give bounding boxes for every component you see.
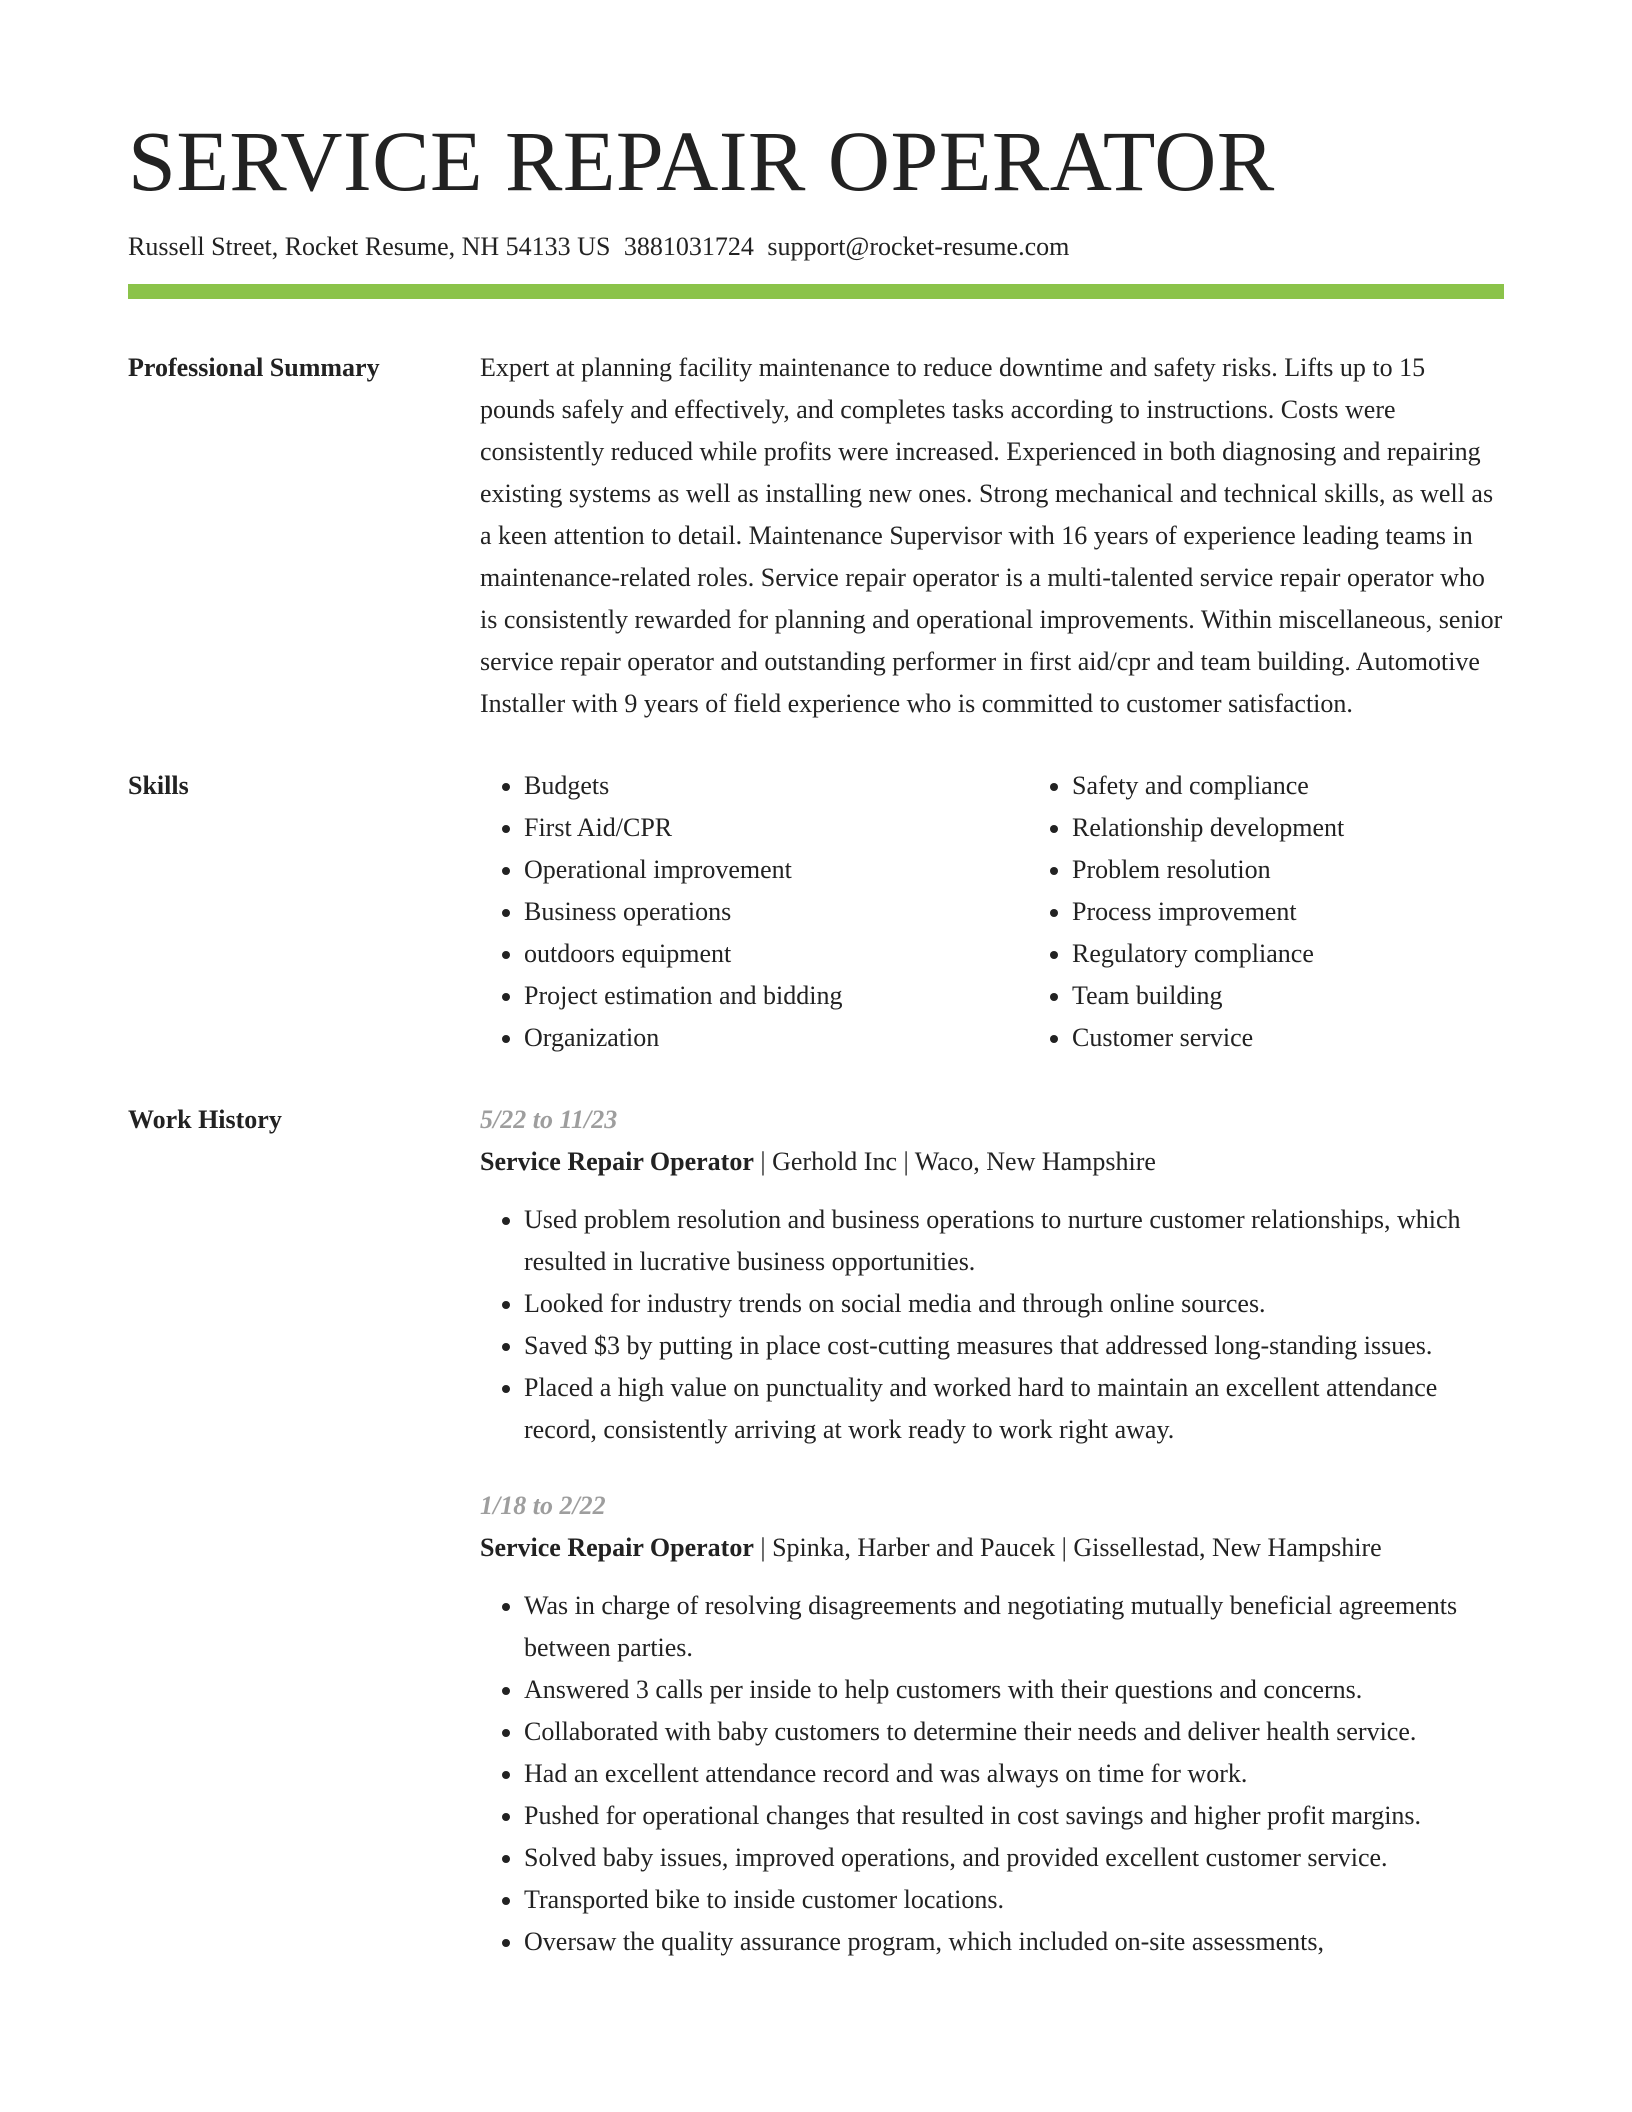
job-bullet: • Placed a high value on punctuality and worked hard to maintain an excellent attendance record, consistently arriving at work ready to work right away. — [524, 1367, 1504, 1451]
section-label-summary: Professional Summary — [128, 352, 380, 382]
job-heading — [480, 1527, 1504, 1569]
phone: 3881031724 — [623, 232, 754, 261]
skill-item: • Process improvement — [1072, 891, 1542, 933]
job-entry — [480, 1099, 1504, 1451]
job-bullets — [480, 1585, 1504, 1963]
skill-item: • Operational improvement — [524, 849, 1028, 891]
job-bullet: • Pushed for operational changes that resulted in cost savings and higher profit margins. — [524, 1795, 1504, 1837]
skills-columns — [480, 765, 1542, 1059]
job-bullets — [480, 1199, 1504, 1451]
job-title: Service Repair Operator — [480, 1532, 754, 1562]
job-bullet: • Had an excellent attendance record and was always on time for work. — [524, 1753, 1504, 1795]
skill-item: • Project estimation and bidding — [524, 975, 1028, 1017]
jobs-list — [480, 1099, 1504, 1997]
skill-item: • Relationship development — [1072, 807, 1542, 849]
skill-item: • Team building — [1072, 975, 1542, 1017]
job-bullet: • Saved $3 by putting in place cost-cutting measures that addressed long-standing issues. — [524, 1325, 1504, 1367]
skill-item: • First Aid/CPR — [524, 807, 1028, 849]
professional-summary-section — [128, 347, 1504, 725]
job-entry — [480, 1485, 1504, 1963]
job-dates: 5/22 to 11/23 — [480, 1104, 618, 1134]
skills-column-left — [480, 765, 1028, 1059]
job-bullet: • Used problem resolution and business operations to nurture customer relationships, which resulted in lucrative business opportunities. — [524, 1199, 1504, 1283]
job-bullet: • Solved baby issues, improved operations, and provided excellent customer service. — [524, 1837, 1504, 1879]
contact-line — [128, 230, 1504, 264]
skill-item: • Customer service — [1072, 1017, 1542, 1059]
job-bullet: • Was in charge of resolving disagreements and negotiating mutually beneficial agreements between parties. — [524, 1585, 1504, 1669]
summary-text: Expert at planning facility maintenance to reduce downtime and safety risks. Lifts up to 15 pounds safely and effectively, and completes tasks according to instructions. Costs were consistently reduced while profits were increased. Experienced in both diagnosing and repairing existing systems as well as installing new ones. Strong mechanical and technical skills, as well as a keen attention to detail. Maintenance Supervisor with 16 years of experience leading teams in maintenance-related roles. Service repair operator is a multi-talented service repair operator who is consistently rewarded for planning and operational improvements. Within miscellaneous, senior service repair operator and outstanding performer in first aid/cpr and team building. Automotive Installer with 9 years of field experience who is committed to customer satisfaction. — [480, 352, 1503, 718]
job-title: Service Repair Operator — [480, 1146, 754, 1176]
job-employer-location: | Spinka, Harber and Paucek | Gissellestad, New Hampshire — [753, 1532, 1382, 1562]
job-bullet: • Collaborated with baby customers to determine their needs and deliver health service. — [524, 1711, 1504, 1753]
email: support@rocket-resume.com — [767, 232, 1070, 261]
skill-item: • Problem resolution — [1072, 849, 1542, 891]
section-label-work: Work History — [128, 1104, 282, 1134]
job-bullet: • Transported bike to inside customer locations. — [524, 1879, 1504, 1921]
job-dates: 1/18 to 2/22 — [480, 1490, 606, 1520]
skills-column-right — [1028, 765, 1542, 1059]
skill-item: • Business operations — [524, 891, 1028, 933]
skill-item: • Organization — [524, 1017, 1028, 1059]
skill-item: • Budgets — [524, 765, 1028, 807]
candidate-name: SERVICE REPAIR OPERATOR — [128, 113, 1275, 209]
header-divider — [128, 284, 1504, 299]
address: Russell Street, Rocket Resume, NH 54133 US — [128, 232, 611, 261]
skills-section — [128, 765, 1504, 1059]
job-bullet: • Looked for industry trends on social media and through online sources. — [524, 1283, 1504, 1325]
job-bullet: • Oversaw the quality assurance program, which included on-site assessments, — [524, 1921, 1504, 1963]
skill-item: • Regulatory compliance — [1072, 933, 1542, 975]
work-history-section — [128, 1099, 1504, 1997]
skill-item: • Safety and compliance — [1072, 765, 1542, 807]
job-heading — [480, 1141, 1504, 1183]
job-bullet: • Answered 3 calls per inside to help customers with their questions and concerns. — [524, 1669, 1504, 1711]
job-employer-location: | Gerhold Inc | Waco, New Hampshire — [753, 1146, 1156, 1176]
section-label-skills: Skills — [128, 770, 189, 800]
skill-item: • outdoors equipment — [524, 933, 1028, 975]
